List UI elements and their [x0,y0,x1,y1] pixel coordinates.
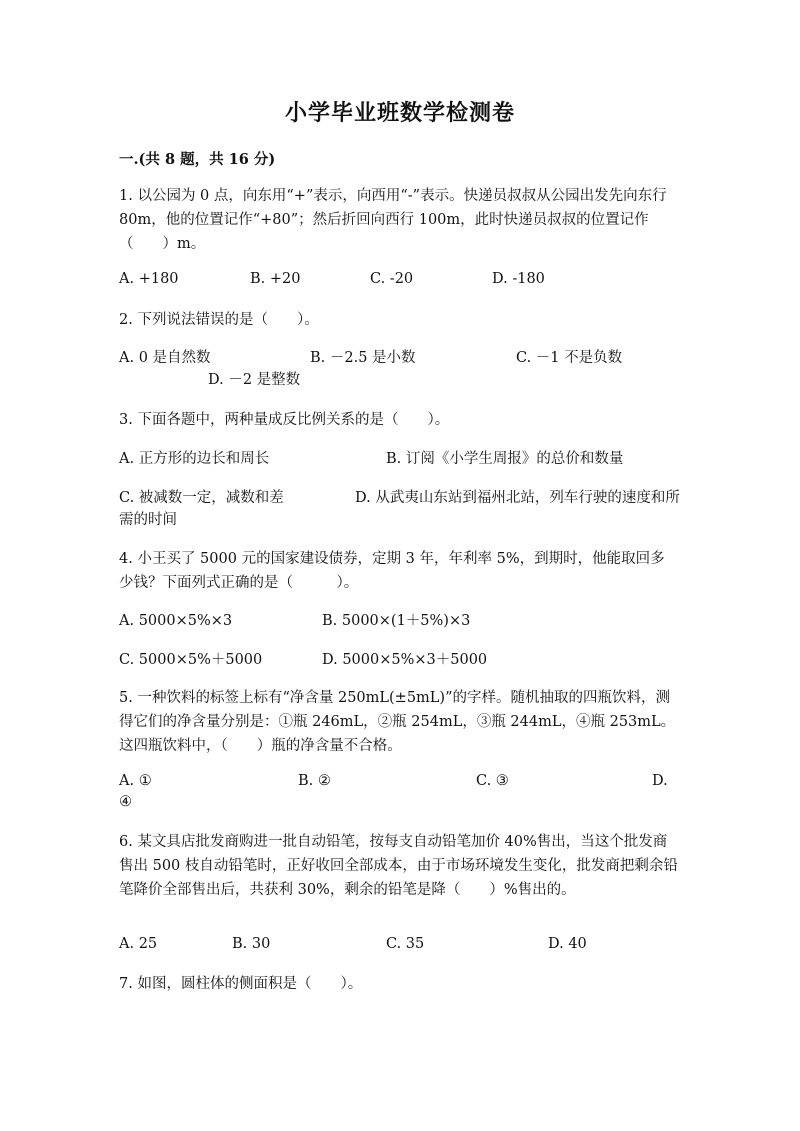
question-5: 5. 一种饮料的标签上标有“净含量 250mL(±5mL)”的字样。随机抽取的四瓶饮料，测得它们的净含量分别是：①瓶 246mL，②瓶 254mL，③瓶 244mL，④瓶 253mL。这四瓶饮料中，（ ）瓶的净含量不合格。 [119,690,676,754]
q5-option-d-label[interactable]: D. [652,773,668,789]
section-heading: 一.(共 8 题，共 16 分) [119,151,276,168]
q1-option-d[interactable]: D. -180 [492,271,545,287]
question-1: 1. 以公园为 0 点，向东用“+”表示，向西用“-”表示。快递员叔叔从公园出发先向东行 80m，他的位置记作“+80”；然后折回向西行 100m，此时快递员叔叔的位置记作（ ）m。 [119,188,667,252]
page-title: 小学毕业班数学检测卷 [284,100,515,126]
q3-option-c[interactable]: C. 被减数一定，减数和差 [119,490,284,506]
q4-option-b[interactable]: B. 5000×(1＋5%)×3 [322,613,471,629]
question-2: 2. 下列说法错误的是（ ）。 [119,312,319,328]
q3-option-a[interactable]: A. 正方形的边长和周长 [119,451,270,467]
q1-option-c[interactable]: C. -20 [370,271,414,287]
q2-option-d[interactable]: D. －2 是整数 [208,372,301,388]
q5-option-b[interactable]: B. ② [298,773,331,789]
q2-option-c[interactable]: C. －1 不是负数 [516,350,623,366]
q6-option-a[interactable]: A. 25 [119,936,158,952]
q6-option-d[interactable]: D. 40 [548,936,587,952]
q4-option-d[interactable]: D. 5000×5%×3＋5000 [322,652,488,668]
q4-option-c[interactable]: C. 5000×5%＋5000 [119,652,263,668]
q6-option-c[interactable]: C. 35 [386,936,425,952]
q2-option-b[interactable]: B. －2.5 是小数 [310,350,416,366]
question-7: 7. 如图，圆柱体的侧面积是（ ）。 [119,976,363,992]
q4-option-a[interactable]: A. 5000×5%×3 [119,613,233,629]
question-4: 4. 小王买了 5000 元的国家建设债券，定期 3 年，年利率 5%，到期时，他能取回多少钱？下面列式正确的是（ ）。 [119,551,665,591]
q3-option-d[interactable]: D. 从武夷山东站到福州北站，列车行驶的速度和所需的时间 [119,490,680,528]
q3-option-b[interactable]: B. 订阅《小学生周报》的总价和数量 [386,451,624,467]
q5-option-c[interactable]: C. ③ [476,773,509,789]
question-6: 6. 某文具店批发商购进一批自动铅笔，按每支自动铅笔加价 40%售出，当这个批发商售出 500 枝自动铅笔时，正好收回全部成本，由于市场环境发生变化，批发商把剩余铅笔降价全部售出后，共获利 30%，剩余的铅笔是降（ ）%售出的。 [119,834,678,898]
question-3: 3. 下面各题中，两种量成反比例关系的是（ ）。 [119,412,450,428]
q2-option-a[interactable]: A. 0 是自然数 [119,350,211,366]
q6-option-b[interactable]: B. 30 [232,936,271,952]
q5-option-d[interactable]: ④ [119,794,132,810]
q5-option-a[interactable]: A. ① [119,773,152,789]
q1-option-a[interactable]: A. +180 [119,271,179,287]
q1-option-b[interactable]: B. +20 [250,271,301,287]
